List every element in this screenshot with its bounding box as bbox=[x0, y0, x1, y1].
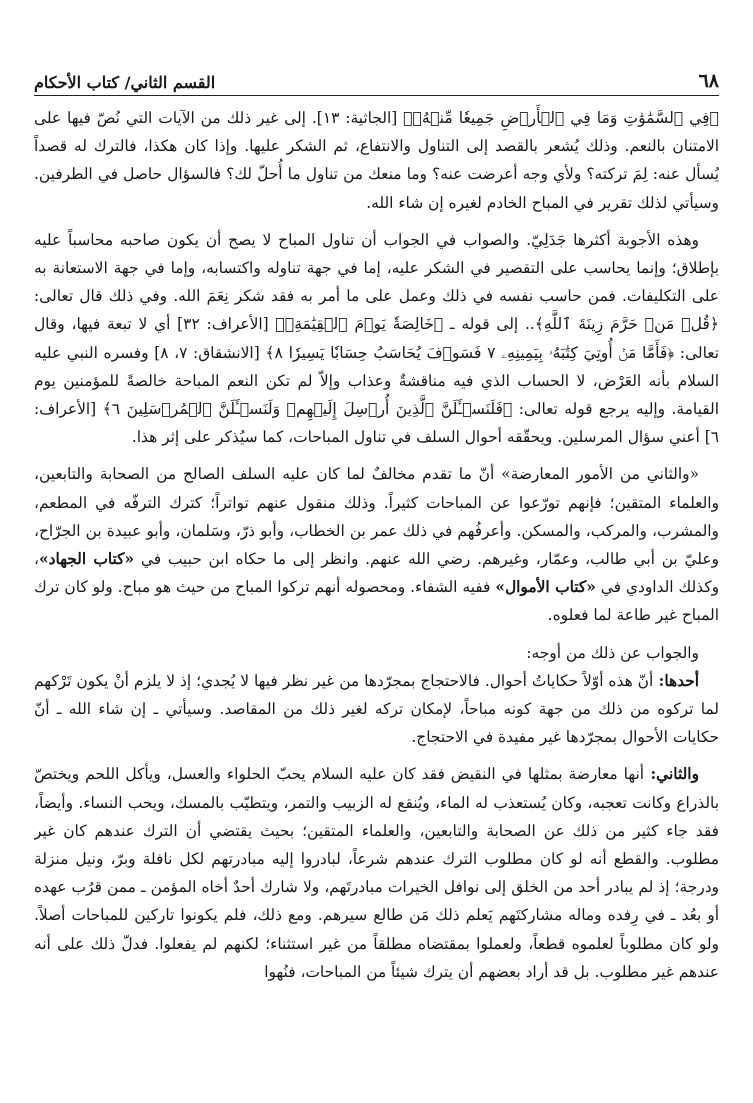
paragraph-text: .. إلى قوله ـ bbox=[443, 315, 535, 334]
paragraph-2 bbox=[34, 226, 719, 452]
paragraph-text: [الانشقاق: ٧، ٨] وفسره النبي عليه السلام بأنه العَرْض، لا الحساب الذي فيه مناقشةٌ وعذاب وإلاّ لم تكن النعم المباحة خالصةً للمؤمنين يوم القيامة. وإليه يرجع قوله تعالى: bbox=[34, 343, 719, 419]
page-body bbox=[34, 104, 719, 1093]
paragraph-text: [الجاثية: ١٣]. إلى غير ذلك من الآيات التي نُصّ فيها على الامتنان بالنعم. وذلك يُشعر بالقصد إلى التناول والانتفاع، ثم الشكر عليها. وإذا كان هكذا، فالترك له قصداً يُسأل عنه: لِمَ تركته؟ ولأي وجه أعرضت عنه؟ وما منعك من تناول ما أُحلّ لك؟ فالسؤال حاصل في الطرفين. وسيأتي لذلك تقرير في المباح الخادم لغيره إن شاء الله. bbox=[34, 109, 719, 212]
paragraph-text: والجواب عن ذلك من أوجه: bbox=[526, 643, 699, 662]
paragraph-5 bbox=[34, 667, 719, 752]
paragraph-text: أنّ هذه أوّلاً حكاياتُ أحوال. فالاحتجاج بمجرّدها من غير نظر فيها لا يُجدي؛ إذ لا يلزم أنْ يكون تَرْكهم لما تركوه من ذلك من جهة كونه مباحاً، لإمكان تركه لغير ذلك من المقاصد. وسيأتي ـ إن شاء الله ـ أنّ حكايات الأحوال بمجرّدها غير مفيدة في الاحتجاج. bbox=[34, 671, 719, 747]
quran-verse: ﴿خَالِصَةٗ يَوۡمَ ٱلۡقِيَٰمَةِۗ﴾ bbox=[275, 315, 444, 334]
running-title: القسم الثاني/ كتاب الأحكام bbox=[34, 73, 216, 92]
quran-verse: ﴿فِي ٱلسَّمَٰوَٰتِ وَمَا فِي ٱلۡأَرۡضِ جَمِيعٗا مِّنۡهُۚ﴾ bbox=[403, 109, 719, 127]
paragraph-text: ففيه الشفاء. ومحصوله أنهم تركوا المباح من حيث هو مباح. ولو كان ترك المباح غير طاعة لما فعلوه. bbox=[34, 578, 719, 625]
book-title: «كتاب الأموال» bbox=[495, 578, 596, 597]
quran-verse: ﴿قُلۡ مَنۡ حَرَّمَ زِينَةَ ٱللَّهِ﴾ bbox=[534, 315, 719, 334]
quran-verse: ﴿فَأَمَّا مَنۡ أُوتِيَ كِتَٰبَهُۥ بِيَمِينِهِۦ ٧ فَسَوۡفَ يُحَاسَبُ حِسَابٗا يَسِيرٗا ٨﴾ bbox=[265, 343, 675, 362]
paragraph-text: [الأعراف: ٣٢] أي لا تبعة فيها، وقال تعالى: bbox=[34, 315, 719, 362]
paragraph-1 bbox=[34, 104, 719, 217]
point-label: أحدها: bbox=[653, 671, 699, 690]
point-label: والثاني: bbox=[644, 765, 699, 784]
quran-verse: ﴿فَلَنَسۡـَٔلَنَّ ٱلَّذِينَ أُرۡسِلَ إِلَيۡهِمۡ وَلَنَسۡـَٔلَنَّ ٱلۡمُرۡسَلِينَ ٦﴾ bbox=[102, 400, 513, 419]
book-title: «كتاب الجهاد» bbox=[38, 550, 135, 569]
paragraph-3 bbox=[34, 460, 719, 629]
paragraph-4 bbox=[34, 639, 719, 667]
page-header bbox=[34, 62, 719, 96]
paragraph-text: أنها معارضة بمثلها في النقيض فقد كان عليه السلام يحبّ الحلواء والعسل، ويأكل اللحم ويختصّ بالذراع وكانت تعجبه، وكان يُستعذب له الماء، ويُنقع له الزبيب والتمر، ويتطيّب بالمسك، ويحب النساء. وأيضاً، فقد جاء كثير من ذلك عن الصحابة والتابعين، والعلماء المتقين؛ بحيث يقتضي أن الترك عندهم كان غير مطلوب. والقطع أنه لو كان مطلوب الترك عندهم شرعاً، لبادروا إليه مبادرتهم لكل نافلة وبرّ، ونيل منزلة ودرجة؛ إذ لم يبادر أحد من الخلق إلى نوافل الخيرات مبادرتَهم، ولا شارك أحدٌ أخاه المؤمن ـ ممن قرُب عهده أو بعُد ـ في رِفده وماله مشاركتَهم يَعلم ذلك مَن طالع سيرهم. ومع ذلك، فلم يكونوا تاركين للمباحات أصلاً. ولو كان مطلوباً لعلموه قطعاً، ولعملوا بمقتضاه مطلقاً من غير استثناء؛ لكنهم لم يفعلوا. فدلّ ذلك على أنه عندهم غير مطلوب. بل قد أراد بعضهم أن يترك شيئاً من المباحات، فنُهوا bbox=[34, 765, 719, 981]
paragraph-text: «والثاني من الأمور المعارضة» أنّ ما تقدم مخالفٌ لما كان عليه السلف الصالح من الصحابة والتابعين، والعلماء المتقين؛ فإنهم تورّعوا عن المباحات كثيراً. وذلك منقول عنهم تواتراً؛ كترك الترفّه في المطعم، والمشرب، والمركب، والمسكن. وأعرفُهم في ذلك عمر بن الخطاب، وأبو ذرّ، وسَلمان، وأبو عبيدة بن الجرّاح، وعليّ بن أبي طالب، وعمّار، وغيرهم. رضي الله عنهم. وانظر إلى ما حكاه ابن حبيب في bbox=[34, 465, 719, 569]
paragraph-text: [الأعراف: ٦] أعني سؤال المرسلين. ويحقّقه أحوال السلف في تناول المباحات، كما سيُذكر على إثر هذا. bbox=[34, 400, 719, 447]
page-number: ٦٨ bbox=[698, 70, 719, 92]
paragraph-text: ، وكذلك الداودي في bbox=[34, 550, 719, 597]
paragraph-6 bbox=[34, 760, 719, 986]
paragraph-text: وهذه الأجوبة أكثرها جَدَلِيّ. والصواب في الجواب أن تناول المباح لا يصح أن يكون صاحبه محاسباً عليه بإطلاق؛ وإنما يحاسب على التقصير في الشكر عليه، إما في جهة تناوله واكتسابه، وإما في جهة الاستعانة به على التكليفات. فمن حاسب نفسه في ذلك وعمل على ما أمر به فقد شكر نِعَمَ الله. وفي ذلك قال تعالى: bbox=[34, 230, 719, 306]
